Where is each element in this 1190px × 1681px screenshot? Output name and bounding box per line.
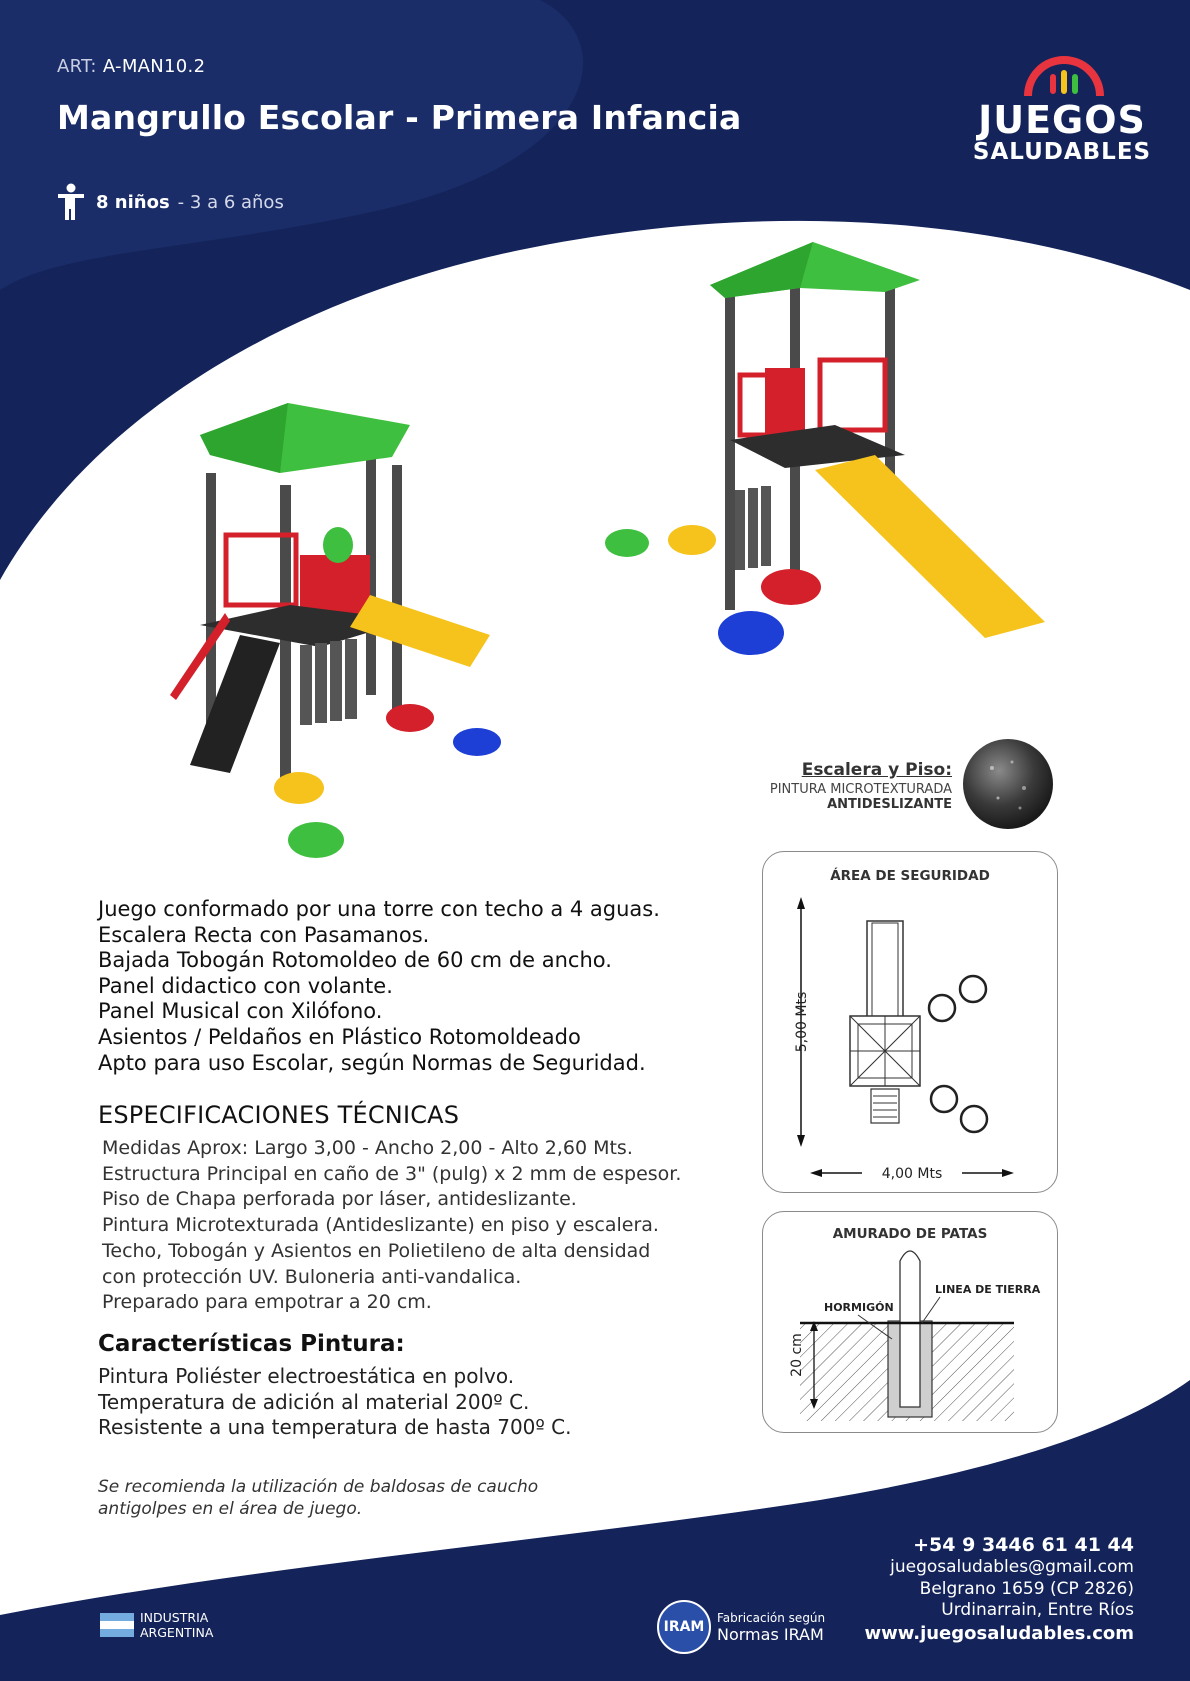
contact-website[interactable]: www.juegosaludables.com: [864, 1622, 1134, 1644]
anchoring-diagram: [762, 1211, 1058, 1433]
description-line: Escalera Recta con Pasamanos.: [98, 922, 430, 947]
brand-logo: [972, 52, 1152, 164]
spec-line: Estructura Principal en caño de 3" (pulg) x 2 mm de espesor.: [102, 1162, 682, 1185]
height-label: 5,00 Mts: [794, 991, 810, 1053]
contact-email[interactable]: juegosaludables@gmail.com: [890, 1557, 1134, 1577]
spec-line: Techo, Tobogán y Asientos en Polietileno de alta densidad: [102, 1239, 651, 1262]
spec-line: Piso de Chapa perforada por láser, antideslizante.: [102, 1188, 577, 1211]
spec-line: Preparado para empotrar a 20 cm.: [102, 1291, 432, 1314]
escalera-heading: Escalera y Piso:: [801, 760, 952, 780]
page-title: Mangrullo Escolar - Primera Infancia: [57, 98, 742, 137]
kids-info: [56, 183, 284, 221]
product-image-front: [170, 395, 530, 880]
iram-logo-icon: IRAM: [657, 1600, 711, 1654]
note-line: antigolpes en el área de juego.: [98, 1499, 363, 1519]
concrete-label: HORMIGÓN: [824, 1301, 894, 1314]
description-line: Juego conformado por una torre con techo a 4 aguas.: [98, 897, 660, 921]
specs-list: [102, 1136, 681, 1316]
logo-line2: SALUDABLES: [972, 139, 1152, 165]
paint-line: Resistente a una temperatura de hasta 700º C.: [98, 1415, 572, 1440]
description-line: Panel didactico con volante.: [98, 973, 393, 998]
paint-list: [98, 1364, 572, 1441]
paint-line: Temperatura de adición al material 200º C.: [98, 1389, 530, 1414]
safety-area-diagram: [762, 851, 1058, 1193]
industria-line2: ARGENTINA: [140, 1625, 214, 1640]
description-line: Bajada Tobogán Rotomoldeo de 60 cm de ancho.: [98, 948, 612, 973]
contact-phone[interactable]: +54 9 3446 61 41 44: [913, 1534, 1134, 1556]
logo-arc-icon: [1022, 52, 1106, 98]
escalera-line2: ANTIDESLIZANTE: [827, 797, 952, 812]
art-code: [57, 56, 205, 77]
depth-label: 20 cm: [789, 1333, 805, 1377]
product-image-slide: [595, 240, 1055, 675]
kids-ages: - 3 a 6 años: [177, 191, 284, 213]
art-value: A-MAN10.2: [102, 56, 206, 77]
spec-line: Pintura Microtexturada (Antideslizante) en piso y escalera.: [102, 1214, 659, 1237]
child-icon: [56, 183, 86, 221]
note-line: Se recomienda la utilización de baldosas de caucho: [98, 1477, 539, 1497]
recommendation-note: [98, 1476, 538, 1520]
specs-heading: ESPECIFICACIONES TÉCNICAS: [98, 1101, 460, 1129]
art-label: ART:: [57, 56, 97, 77]
logo-line1: JUEGOS: [978, 98, 1146, 142]
contact-address1: Belgrano 1659 (CP 2826): [919, 1578, 1134, 1599]
paint-line: Pintura Poliéster electroestática en polvo.: [98, 1364, 515, 1388]
description-line: Asientos / Peldaños en Plástico Rotomoldeado: [98, 1024, 581, 1049]
anchoring-heading: AMURADO DE PATAS: [832, 1226, 988, 1242]
paint-heading: Características Pintura:: [98, 1331, 405, 1357]
spec-line: con protección UV. Buloneria anti-vandalica.: [102, 1265, 522, 1288]
iram-badge: [657, 1600, 825, 1654]
description-line: Apto para uso Escolar, según Normas de Seguridad.: [98, 1050, 646, 1075]
industria-argentina: [100, 1610, 213, 1640]
kids-count: 8 niños: [96, 191, 170, 213]
escalera-info: [700, 760, 952, 812]
iram-line2: Normas IRAM: [717, 1624, 824, 1644]
texture-sample-image: [962, 738, 1054, 830]
iram-line1: Fabricación según: [717, 1610, 826, 1625]
width-label: 4,00 Mts: [881, 1166, 943, 1182]
industria-line1: INDUSTRIA: [140, 1610, 209, 1625]
ground-label: LINEA DE TIERRA: [935, 1283, 1041, 1296]
contact-address2: Urdinarrain, Entre Ríos: [941, 1600, 1134, 1620]
spec-line: Medidas Aprox: Largo 3,00 - Ancho 2,00 - Alto 2,60 Mts.: [102, 1137, 633, 1159]
description: [98, 897, 660, 1076]
safety-area-heading: ÁREA DE SEGURIDAD: [830, 868, 990, 884]
escalera-line1: PINTURA MICROTEXTURADA: [769, 782, 952, 797]
contact-block: [840, 1533, 1134, 1646]
argentina-flag-icon: [100, 1613, 134, 1637]
description-line: Panel Musical con Xilófono.: [98, 999, 383, 1024]
